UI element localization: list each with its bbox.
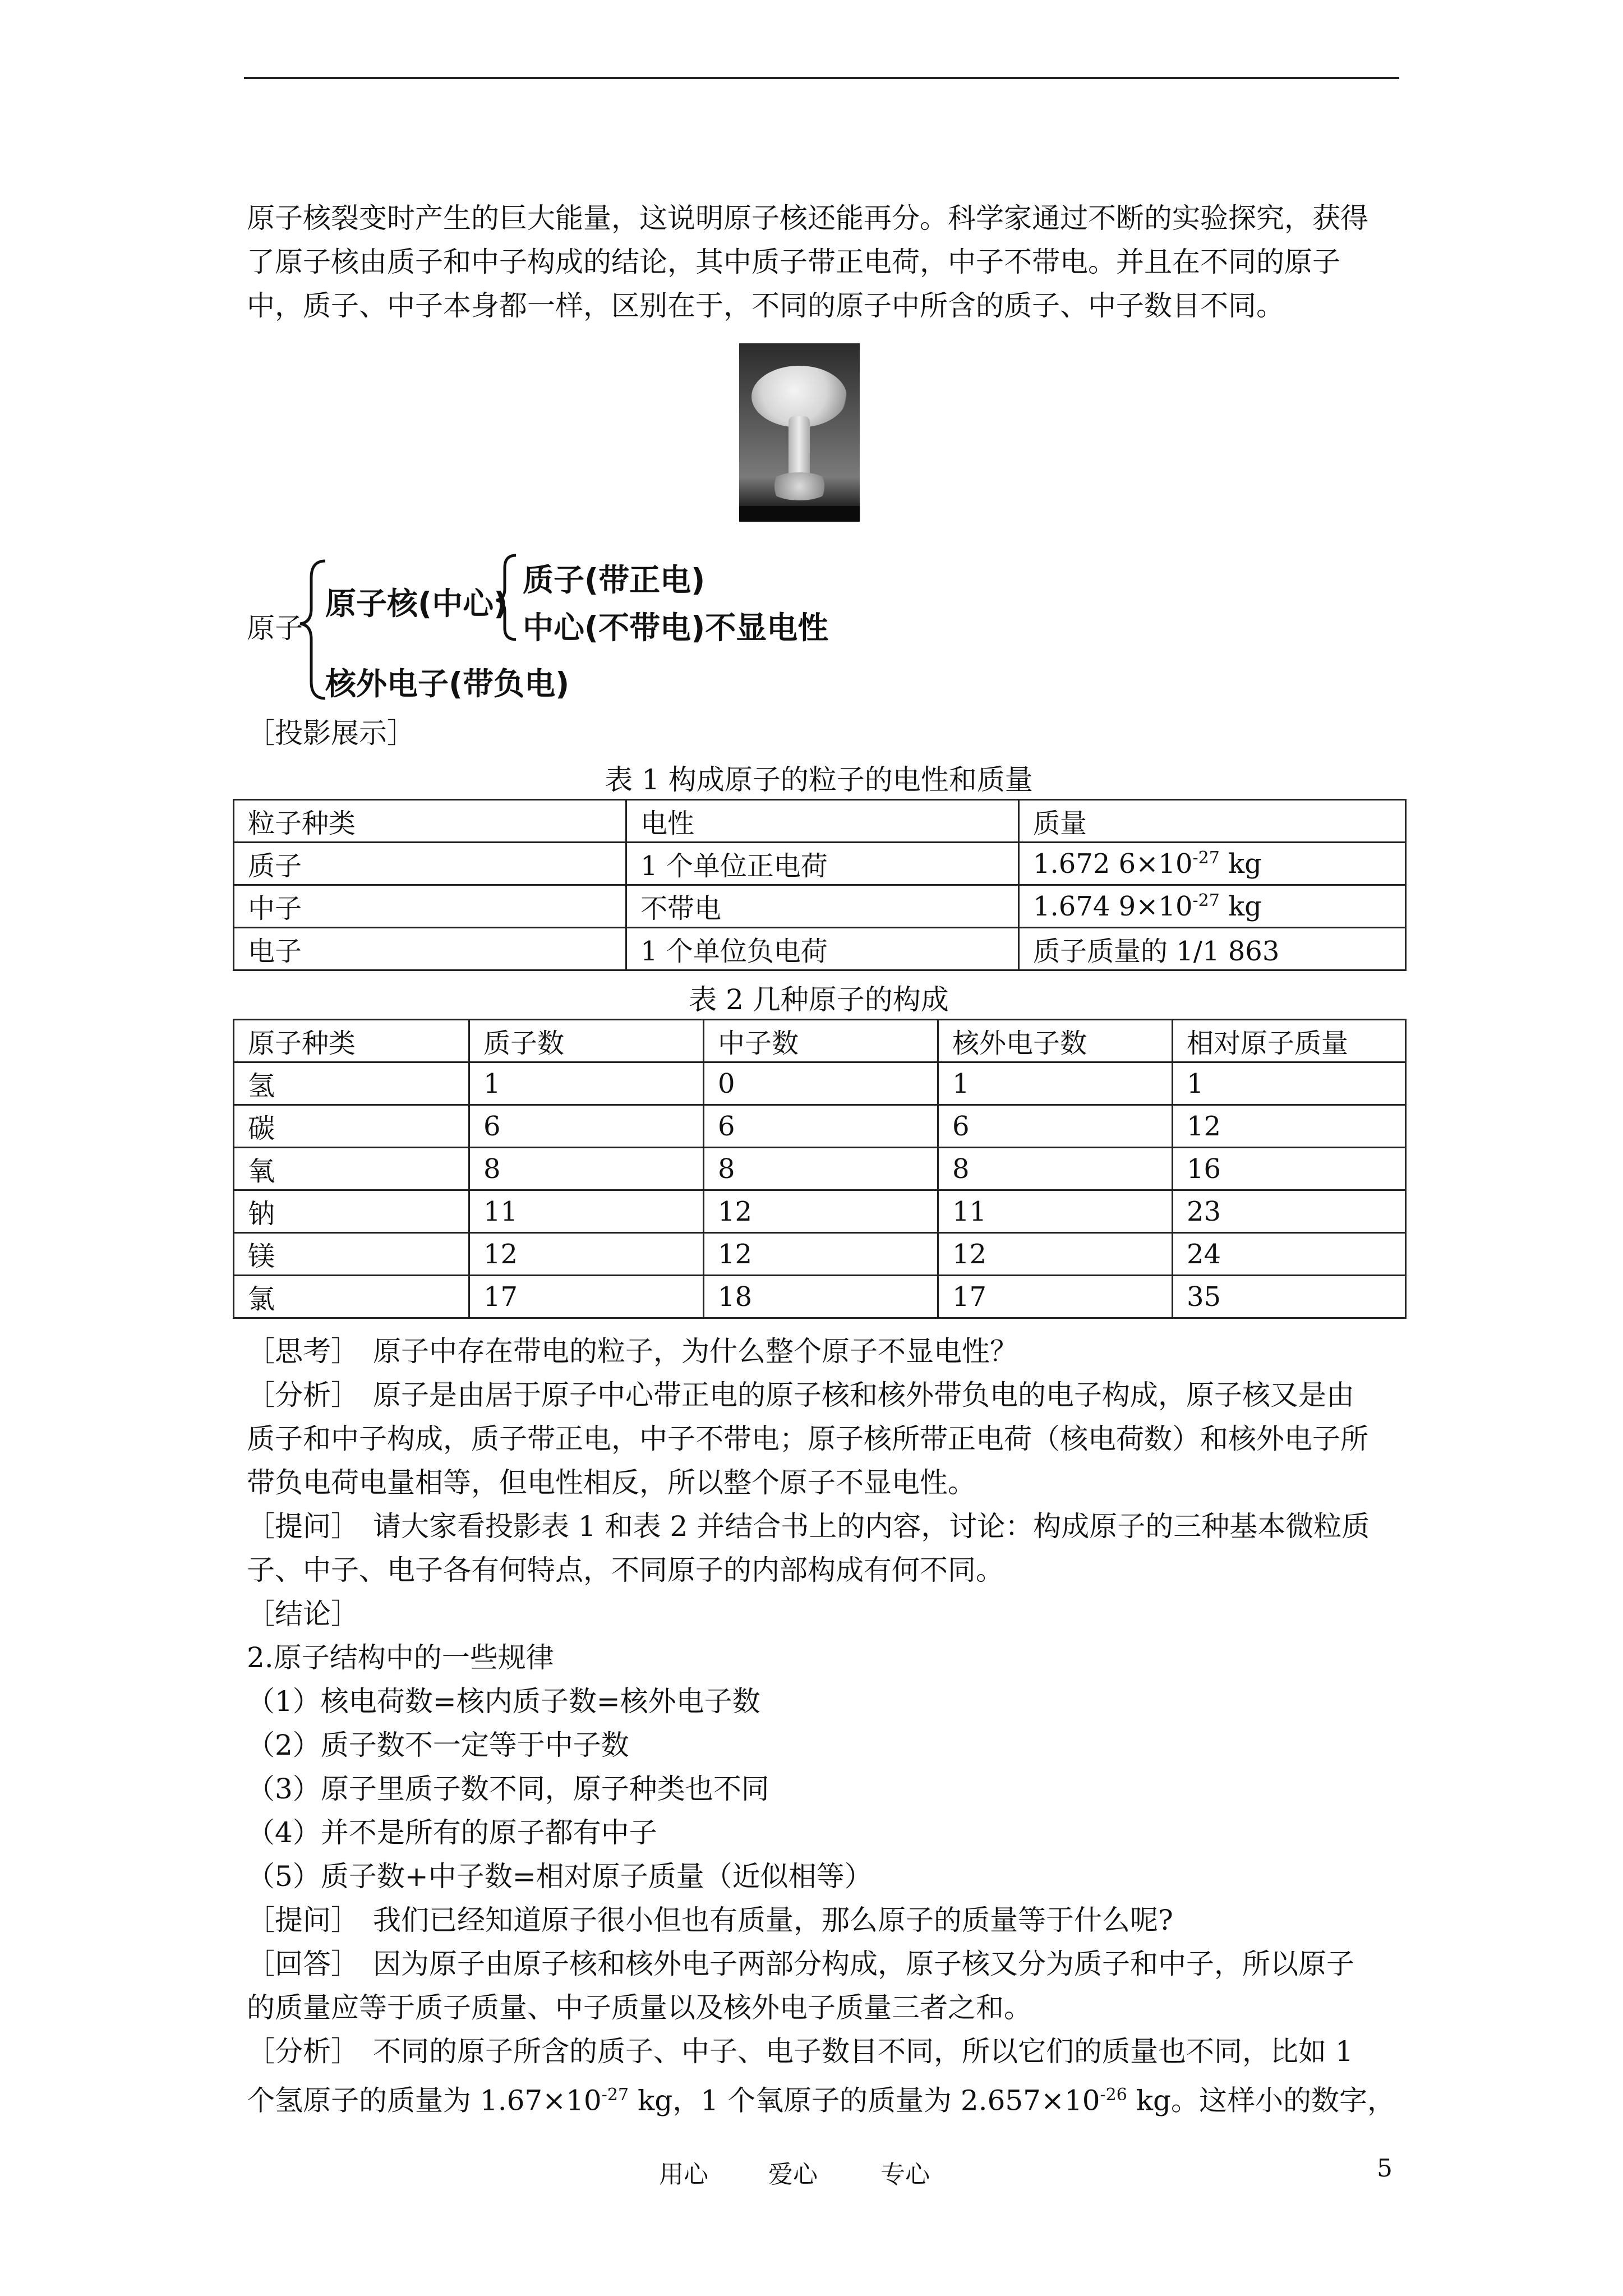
table-cell: 钠 — [234, 1190, 469, 1233]
mass-unit: kg — [1219, 848, 1262, 880]
body-line-17: ［分析］ 不同的原子所含的质子、中子、电子数目不同，所以它们的质量也不同，比如 1 — [247, 2035, 1353, 2068]
body-line-15: ［回答］ 因为原子由原子核和核外电子两部分构成，原子核又分为质子和中子，所以原子 — [247, 1948, 1354, 1980]
table-cell: 粒子种类 — [234, 800, 626, 843]
mass-value: 1.674 9×10 — [1033, 890, 1193, 922]
table-cell: 23 — [1173, 1190, 1406, 1233]
table-cell: 电性 — [626, 800, 1019, 843]
intro-line-2: 了原子核由质子和中子构成的结论，其中质子带正电荷，中子不带电。并且在不同的原子 — [247, 246, 1340, 278]
last-line-exp-b: -26 — [1100, 2085, 1127, 2105]
table-row — [234, 1276, 1406, 1318]
last-line-part-c: kg。这样小的数字， — [1127, 2084, 1396, 2117]
table-cell: 16 — [1173, 1148, 1406, 1190]
table-cell: 18 — [704, 1276, 938, 1318]
table1-caption: 表 1 构成原子的粒子的电性和质量 — [605, 763, 1033, 796]
proton-label: 质子(带正电) — [523, 562, 706, 598]
table2-header-row — [234, 1020, 1406, 1062]
table2 — [233, 1019, 1407, 1319]
table-cell: 6 — [938, 1105, 1173, 1148]
table-cell: 碳 — [234, 1105, 469, 1148]
page-number: 5 — [1377, 2154, 1393, 2183]
electron-label: 核外电子(带负电) — [325, 666, 570, 702]
table-cell: 电子 — [234, 928, 626, 970]
table-cell: 17 — [469, 1276, 704, 1318]
body-line-10: （2）质子数不一定等于中子数 — [247, 1729, 629, 1761]
table-cell: 8 — [938, 1148, 1173, 1190]
footer-motto-3: 专心 — [880, 2160, 930, 2189]
body-line-4: 带负电荷电量相等，但电性相反，所以整个原子不显电性。 — [247, 1466, 976, 1499]
table-cell: 11 — [938, 1190, 1173, 1233]
table-cell: 1 — [1173, 1062, 1406, 1105]
intro-line-3: 中，质子、中子本身都一样，区别在于，不同的原子中所含的质子、中子数目不同。 — [247, 289, 1284, 322]
mass-exponent: -27 — [1192, 848, 1220, 868]
table-row — [234, 1062, 1406, 1105]
table-row — [234, 1190, 1406, 1233]
table-cell: 原子种类 — [234, 1020, 469, 1062]
table-cell: 11 — [469, 1190, 704, 1233]
table1-header-row — [234, 800, 1406, 843]
body-line-3: 质子和中子构成，质子带正电，中子不带电；原子核所带正电荷（核电荷数）和核外电子所 — [247, 1423, 1368, 1455]
table-row — [234, 885, 1406, 928]
neutron-label: 中心(不带电)不显电性 — [523, 610, 829, 646]
body-line-12: （4）并不是所有的原子都有中子 — [247, 1816, 657, 1849]
body-line-13: （5）质子数+中子数=相对原子质量（近似相等） — [247, 1860, 873, 1893]
table-cell: 核外电子数 — [938, 1020, 1173, 1062]
last-line-exp-a: -27 — [601, 2085, 629, 2105]
body-line-9: （1）核电荷数=核内质子数=核外电子数 — [247, 1685, 760, 1718]
footer-motto-1: 用心 — [659, 2160, 708, 2189]
table-cell: 12 — [704, 1233, 938, 1276]
last-line-part-a: 个氢原子的质量为 1.67×10 — [247, 2084, 602, 2117]
table-cell: 1 个单位负电荷 — [626, 928, 1019, 970]
mass-value: 1.672 6×10 — [1033, 848, 1193, 880]
body-line-8: 2.原子结构中的一些规律 — [247, 1641, 554, 1674]
body-line-6: 子、中子、电子各有何特点，不同原子的内部构成有何不同。 — [247, 1554, 1004, 1586]
table-cell: 中子数 — [704, 1020, 938, 1062]
mass-unit: kg — [1219, 890, 1262, 922]
table-cell — [1019, 885, 1406, 928]
body-line-11: （3）原子里质子数不同，原子种类也不同 — [247, 1773, 769, 1805]
table-cell: 12 — [469, 1233, 704, 1276]
table-row — [234, 1233, 1406, 1276]
table-cell: 质子 — [234, 843, 626, 885]
table-cell: 1 — [469, 1062, 704, 1105]
body-line-14: ［提问］ 我们已经知道原子很小但也有质量，那么原子的质量等于什么呢? — [247, 1904, 1173, 1936]
table-cell: 1 个单位正电荷 — [626, 843, 1019, 885]
mass-exponent: -27 — [1192, 890, 1220, 910]
table-cell: 0 — [704, 1062, 938, 1105]
table-cell: 24 — [1173, 1233, 1406, 1276]
table-cell: 1 — [938, 1062, 1173, 1105]
table-cell: 中子 — [234, 885, 626, 928]
last-line-part-b: kg，1 个氧原子的质量为 2.657×10 — [629, 2084, 1100, 2117]
table-cell: 氢 — [234, 1062, 469, 1105]
table-cell: 6 — [469, 1105, 704, 1148]
body-line-5: ［提问］ 请大家看投影表 1 和表 2 并结合书上的内容，讨论：构成原子的三种基本微粒质 — [247, 1510, 1370, 1543]
table-cell: 12 — [938, 1233, 1173, 1276]
table-row — [234, 1148, 1406, 1190]
body-line-7: ［结论］ — [247, 1598, 359, 1630]
table-cell: 8 — [704, 1148, 938, 1190]
table-cell: 12 — [1173, 1105, 1406, 1148]
intro-line-1: 原子核裂变时产生的巨大能量，这说明原子核还能再分。科学家通过不断的实验探究，获得 — [247, 202, 1368, 234]
table1 — [233, 799, 1407, 971]
body-line-16: 的质量应等于质子质量、中子质量以及核外电子质量三者之和。 — [247, 1991, 1032, 2024]
atom-label: 原子 — [247, 612, 303, 645]
table-cell: 12 — [704, 1190, 938, 1233]
table-cell: 35 — [1173, 1276, 1406, 1318]
body-line-1: ［思考］ 原子中存在带电的粒子，为什么整个原子不显电性？ — [247, 1335, 1018, 1368]
projection-label: ［投影展示］ — [247, 717, 415, 749]
table2-caption: 表 2 几种原子的构成 — [689, 983, 949, 1016]
table-cell: 镁 — [234, 1233, 469, 1276]
table-cell: 质子数 — [469, 1020, 704, 1062]
body-line-18 — [247, 2073, 1399, 2123]
table-cell: 氧 — [234, 1148, 469, 1190]
table-row — [234, 843, 1406, 885]
table-cell: 6 — [704, 1105, 938, 1148]
table-cell: 不带电 — [626, 885, 1019, 928]
table-row — [234, 928, 1406, 970]
table-cell — [1019, 843, 1406, 885]
nucleus-label: 原子核(中心) — [325, 586, 508, 622]
table-cell: 质量 — [1019, 800, 1406, 843]
table-cell: 相对原子质量 — [1173, 1020, 1406, 1062]
table-cell: 氯 — [234, 1276, 469, 1318]
body-line-2: ［分析］ 原子是由居于原子中心带正电的原子核和核外带负电的电子构成，原子核又是由 — [247, 1379, 1354, 1411]
table-cell: 17 — [938, 1276, 1173, 1318]
table-cell: 质子质量的 1/1 863 — [1019, 928, 1406, 970]
footer-motto-2: 爱心 — [768, 2160, 818, 2189]
table-row — [234, 1105, 1406, 1148]
table-cell: 8 — [469, 1148, 704, 1190]
